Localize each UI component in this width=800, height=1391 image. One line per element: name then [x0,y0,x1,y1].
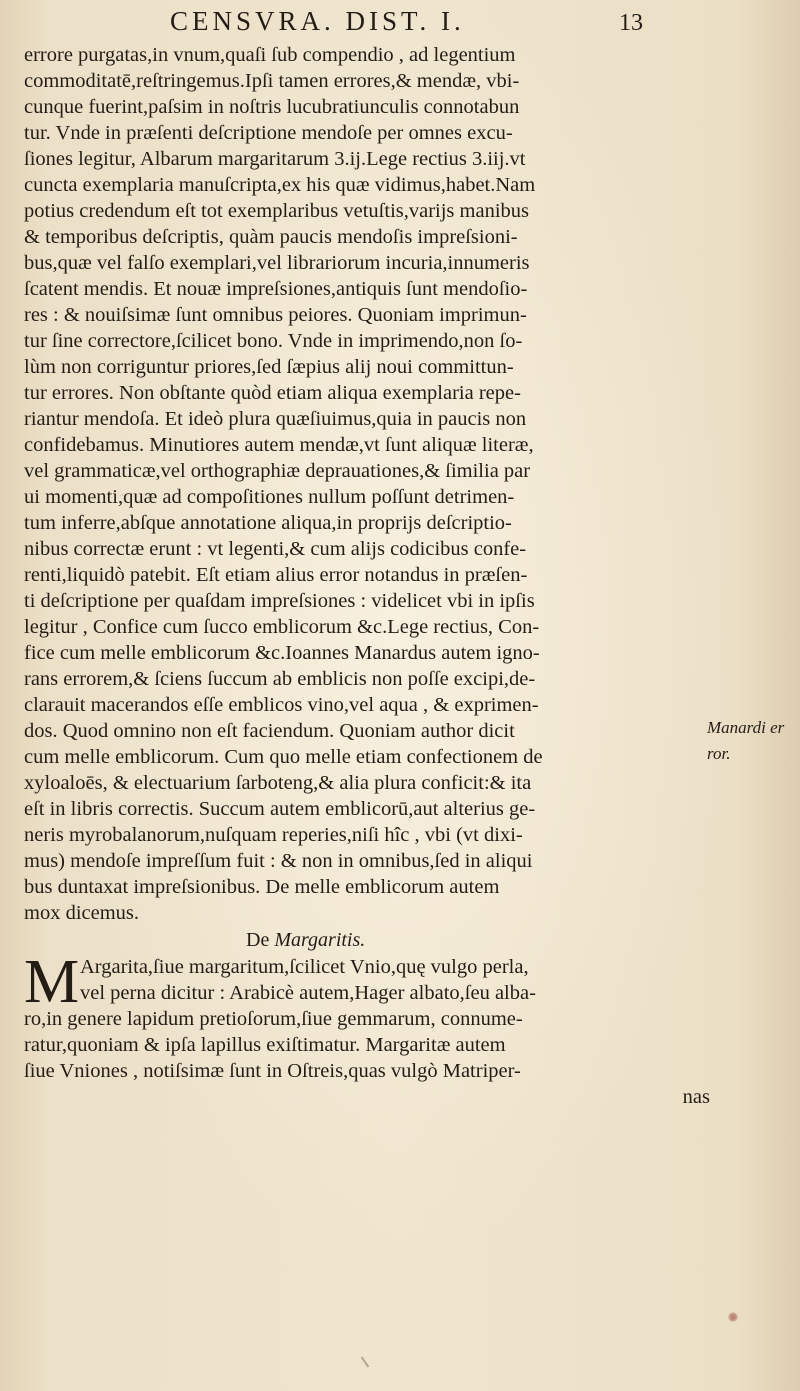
text-line: tur ſine correctore,ſcilicet bono. Vnde in imprimendo,non ſo- [24,330,523,352]
text-line: ti deſcriptione per quaſdam impreſsiones : videlicet vbi in ipſis [24,590,535,612]
paper-stain [728,1312,738,1322]
text-line: errore purgatas,in vnum,quaſi ſub compendio , ad legentium [24,44,516,66]
text-line: xyloaloēs, & electuarium ſarboteng,& alia plura conficit:& ita [24,772,532,794]
catchword: nas [682,1086,710,1108]
margin-note-line-2: ror. [707,744,731,763]
text-line: & temporibus deſcriptis, quàm paucis mendoſis impreſsioni- [24,226,518,248]
text-line: mus) mendoſe impreſſum fuit : & non in omnibus,ſed in aliqui [24,850,533,872]
paragraph-lines [24,42,714,926]
text-line: tum inferre,abſque annotatione aliqua,in proprijs deſcriptio- [24,512,512,534]
section-text-line: Argarita,ſiue margaritum,ſcilicet Vnio,quę vulgo perla, [80,956,529,978]
text-line: cunque fuerint,paſsim in noſtris lucubratiunculis connotabun [24,96,520,118]
text-line: tur errores. Non obſtante quòd etiam aliqua exemplaria repe- [24,382,521,404]
text-line: confidebamus. Minutiores autem mendæ,vt ſunt aliquæ literæ, [24,434,534,456]
page-number: 13 [619,10,643,36]
text-line: nibus correctæ erunt : vt legenti,& cum alijs codicibus confe- [24,538,527,560]
text-line: rans errorem,& ſciens ſuccum ab emblicis non poſſe excipi,de- [24,668,536,690]
text-line: cum melle emblicorum. Cum quo melle etiam confectionem de [24,746,543,768]
text-line: potius credendum eſt tot exemplaribus vetuſtis,varijs manibus [24,200,530,222]
text-line: ui momenti,quæ ad compoſitiones nullum poſſunt detrimen- [24,486,515,508]
section-text-line: ſiue Vniones , notiſsimæ ſunt in Oſtreis,quas vulgò Matriper- [24,1060,521,1082]
text-line: tur. Vnde in præſenti deſcriptione mendoſe per omnes excu- [24,122,513,144]
text-line: mox dicemus. [24,902,140,924]
section-heading-title: Margaritis. [274,929,366,951]
running-title: CENSVRA. DIST. I. [170,6,465,36]
text-line: commoditatē,reſtringemus.Ipſi tamen errores,& mendæ, vbi- [24,70,520,92]
section-text-line: vel perna dicitur : Arabicè autem,Hager albato,ſeu alba- [80,982,536,1004]
text-line: res : & nouiſsimæ ſunt omnibus peiores. Quoniam imprimun- [24,304,527,326]
section-paragraph-lines [24,948,714,1084]
section-text-line: ratur,quoniam & ipſa lapillus exiſtimatur. Margaritæ autem [24,1034,506,1056]
text-line: ſiones legitur, Albarum margaritarum 3.ij.Lege rectius 3.iij.vt [24,148,526,170]
text-line: bus duntaxat impreſsionibus. De melle emblicorum autem [24,876,500,898]
section-heading-prefix: De [246,929,275,951]
section-text-line: ro,in genere lapidum pretioſorum,ſiue gemmarum, connume- [24,1008,523,1030]
text-line: dos. Quod omnino non eſt faciendum. Quoniam author dicit [24,720,515,742]
main-text-block [24,42,714,1110]
text-line: bus,quæ vel falſo exemplari,vel librariorum incuria,innumeris [24,252,530,274]
text-line: riantur mendoſa. Et ideò plura quæſiuimus,quia in paucis non [24,408,527,430]
text-line: vel grammaticæ,vel orthographiæ deprauationes,& ſimilia par [24,460,531,482]
text-line: neris myrobalanorum,nuſquam reperies,niſi hîc , vbi (vt dixi- [24,824,523,846]
text-line: legitur , Confice cum ſucco emblicorum &c.Lege rectius, Con- [24,616,540,638]
text-line: eſt in libris correctis. Succum autem emblicorū,aut alterius ge- [24,798,536,820]
paper-mark [361,1357,370,1368]
text-line: fice cum melle emblicorum &c.Ioannes Manardus autem igno- [24,642,540,664]
text-line: renti,liquidò patebit. Eſt etiam alius error notandus in præſen- [24,564,528,586]
margin-note-line-1: Manardi er [707,718,785,737]
text-line: ſcatent mendis. Et nouæ impreſsiones,antiquis ſunt mendoſio- [24,278,528,300]
initial-paragraph [24,948,714,1110]
text-line: cuncta exemplaria manuſcripta,ex his quæ vidimus,habet.Nam [24,174,536,196]
text-line: clarauit macerandos eſſe emblicos vino,vel aqua , & exprimen- [24,694,539,716]
running-head [0,6,800,40]
section-heading [24,926,714,954]
text-line: lùm non corriguntur priores,ſed ſæpius alij noui committun- [24,356,514,378]
drop-initial: M [24,948,80,1016]
